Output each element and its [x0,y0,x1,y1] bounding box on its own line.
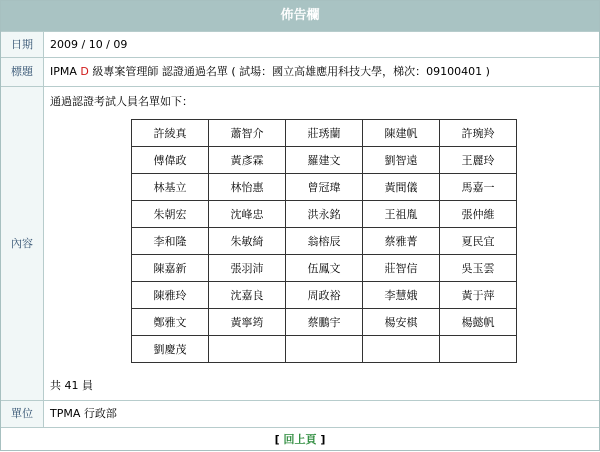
name-cell: 許綾真 [132,120,209,147]
name-cell: 黃于萍 [440,282,517,309]
subject-suffix: 級專案管理師 認證通過名單 ( 試場：國立高雄應用科技大學，梯次：09100401 ) [88,65,490,78]
name-cell: 莊智信 [363,255,440,282]
date-label: 日期 [1,32,44,57]
name-cell: 鄭雅文 [132,309,209,336]
name-cell [209,336,286,363]
name-cell: 張仲維 [440,201,517,228]
name-cell: 楊懿帆 [440,309,517,336]
table-row [132,120,517,147]
table-row [132,336,517,363]
content-row [1,86,599,400]
subject-label: 標題 [1,58,44,86]
name-cell: 莊琇蘭 [286,120,363,147]
name-cell: 朱敏綺 [209,228,286,255]
unit-label: 單位 [1,401,44,427]
back-bracket-open: [ [274,433,284,446]
name-cell: 傅偉政 [132,147,209,174]
passed-names-table [131,119,517,363]
name-cell: 黃彥霖 [209,147,286,174]
name-cell: 劉慶茂 [132,336,209,363]
name-cell: 陳雅玲 [132,282,209,309]
name-cell: 翁榕辰 [286,228,363,255]
table-row [132,228,517,255]
content-intro: 通過認證考試人員名單如下： [50,95,193,108]
subject-row [1,57,599,86]
unit-row [1,400,599,427]
date-row [1,31,599,57]
subject-prefix: IPMA [50,65,81,78]
name-cell: 林基立 [132,174,209,201]
name-cell: 許琬羚 [440,120,517,147]
name-cell: 沈嘉良 [209,282,286,309]
name-cell [363,336,440,363]
name-cell: 馬嘉一 [440,174,517,201]
name-cell: 沈峰忠 [209,201,286,228]
name-cell: 洪永銘 [286,201,363,228]
table-row [132,201,517,228]
content-label: 內容 [1,87,44,400]
back-link[interactable]: 回上頁 [283,433,317,446]
name-cell: 陳建帆 [363,120,440,147]
name-cell: 陳嘉新 [132,255,209,282]
name-cell: 黃寧筠 [209,309,286,336]
name-cell: 楊安棋 [363,309,440,336]
name-cell: 蕭智介 [209,120,286,147]
name-cell: 林怡惠 [209,174,286,201]
unit-value: TPMA 行政部 [50,407,117,420]
subject-level-letter: D [80,65,89,78]
name-cell: 羅建文 [286,147,363,174]
name-cell: 朱朝宏 [132,201,209,228]
name-cell: 曾冠瑋 [286,174,363,201]
back-bracket-close: ] [316,433,326,446]
name-cell: 吳玉雲 [440,255,517,282]
name-cell: 王祖胤 [363,201,440,228]
table-row [132,255,517,282]
name-cell [440,336,517,363]
name-cell: 蔡鵬宇 [286,309,363,336]
page-title: 佈告欄 [1,1,599,31]
name-cell: 張羽沛 [209,255,286,282]
table-row [132,147,517,174]
name-cell: 劉智遠 [363,147,440,174]
name-cell: 周政裕 [286,282,363,309]
name-cell: 伍鳳文 [286,255,363,282]
name-cell: 李和隆 [132,228,209,255]
footer-row [1,427,599,452]
table-row [132,174,517,201]
table-row [132,309,517,336]
subject-value [45,58,599,86]
date-value: 2009 / 10 / 09 [50,38,128,51]
name-cell: 夏民宜 [440,228,517,255]
total-count: 共 41 員 [50,379,93,392]
name-cell: 黃間儀 [363,174,440,201]
table-row [132,282,517,309]
name-cell: 王麗玲 [440,147,517,174]
name-cell: 李慧娥 [363,282,440,309]
name-cell: 蔡雅菁 [363,228,440,255]
name-cell [286,336,363,363]
content-value [45,87,599,400]
